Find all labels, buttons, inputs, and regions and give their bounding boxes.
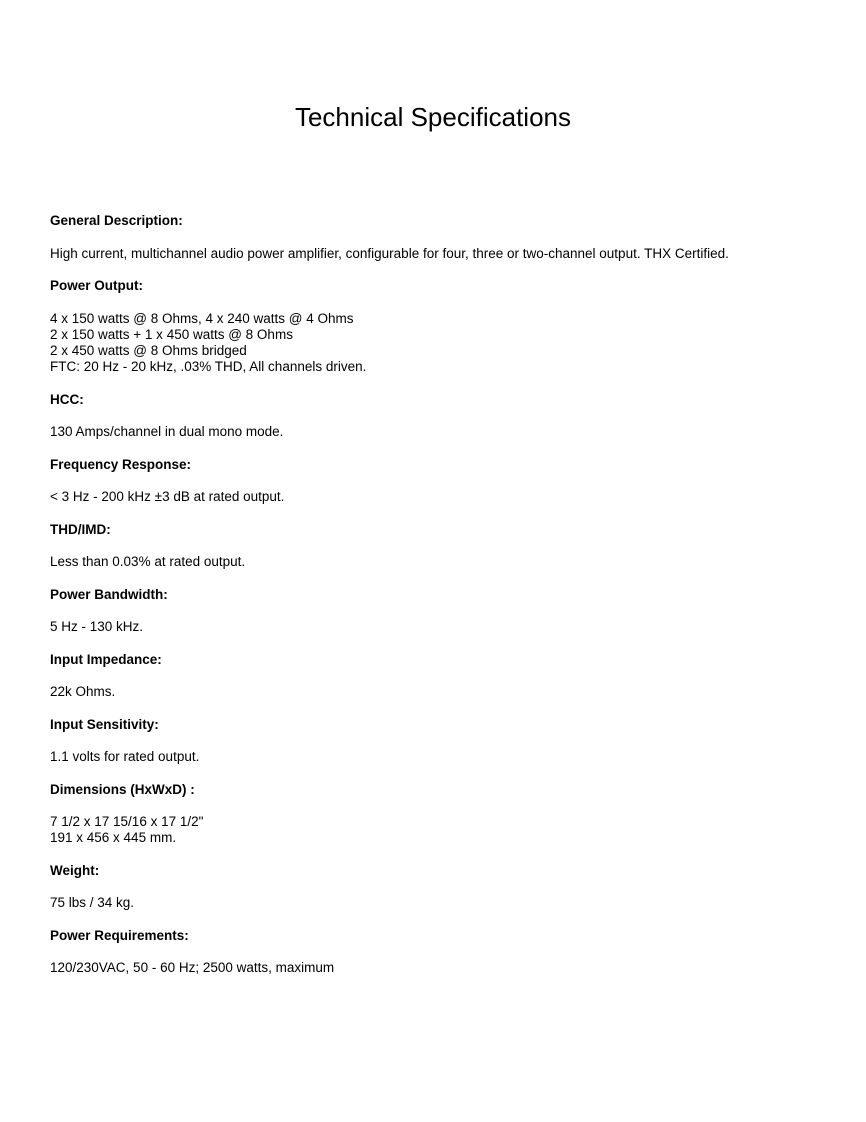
spec-value: 120/230VAC, 50 - 60 Hz; 2500 watts, maximum (50, 960, 335, 976)
spec-power-output (50, 278, 830, 375)
spec-label: HCC: (50, 391, 84, 407)
spec-value: 7 1/2 x 17 15/16 x 17 1/2" 191 x 456 x 445 mm. (50, 814, 204, 846)
spec-value: < 3 Hz - 200 kHz ±3 dB at rated output. (50, 489, 285, 505)
spec-thd-imd (50, 522, 830, 571)
spec-value: 75 lbs / 34 kg. (50, 895, 135, 911)
spec-power-requirements (50, 928, 830, 977)
spec-label: Input Impedance: (50, 651, 162, 667)
spec-input-impedance (50, 652, 830, 701)
spec-list (50, 213, 830, 993)
spec-hcc (50, 392, 830, 441)
spec-label: General Description: (50, 213, 183, 228)
spec-value: 22k Ohms. (50, 684, 116, 700)
page-title: Technical Specifications (294, 102, 572, 132)
spec-value: High current, multichannel audio power amplifier, configurable for four, three or two-channel output. THX Certified. (50, 245, 729, 261)
spec-value: 5 Hz - 130 kHz. (50, 619, 144, 635)
spec-label: Dimensions (HxWxD) : (50, 781, 195, 797)
spec-value: Less than 0.03% at rated output. (50, 554, 246, 570)
spec-frequency-response (50, 457, 830, 506)
spec-label: Power Requirements: (50, 927, 189, 943)
spec-value: 4 x 150 watts @ 8 Ohms, 4 x 240 watts @ 4 Ohms 2 x 150 watts + 1 x 450 watts @ 8 Ohms 2 x 450 watts @ 8 Ohms bridged FTC: 20 Hz - 20 kHz, .03% THD, All channels driven. (50, 310, 367, 375)
spec-label: Weight: (50, 862, 100, 878)
spec-general-description (50, 213, 830, 262)
spec-dimensions (50, 782, 830, 847)
spec-label: Power Output: (50, 278, 143, 293)
spec-power-bandwidth (50, 587, 830, 636)
spec-label: Frequency Response: (50, 456, 192, 472)
spec-label: Power Bandwidth: (50, 586, 168, 602)
spec-label: THD/IMD: (50, 521, 111, 537)
spec-value: 130 Amps/channel in dual mono mode. (50, 424, 284, 440)
spec-input-sensitivity (50, 717, 830, 766)
spec-weight (50, 863, 830, 912)
spec-value: 1.1 volts for rated output. (50, 749, 200, 765)
spec-label: Input Sensitivity: (50, 716, 159, 732)
